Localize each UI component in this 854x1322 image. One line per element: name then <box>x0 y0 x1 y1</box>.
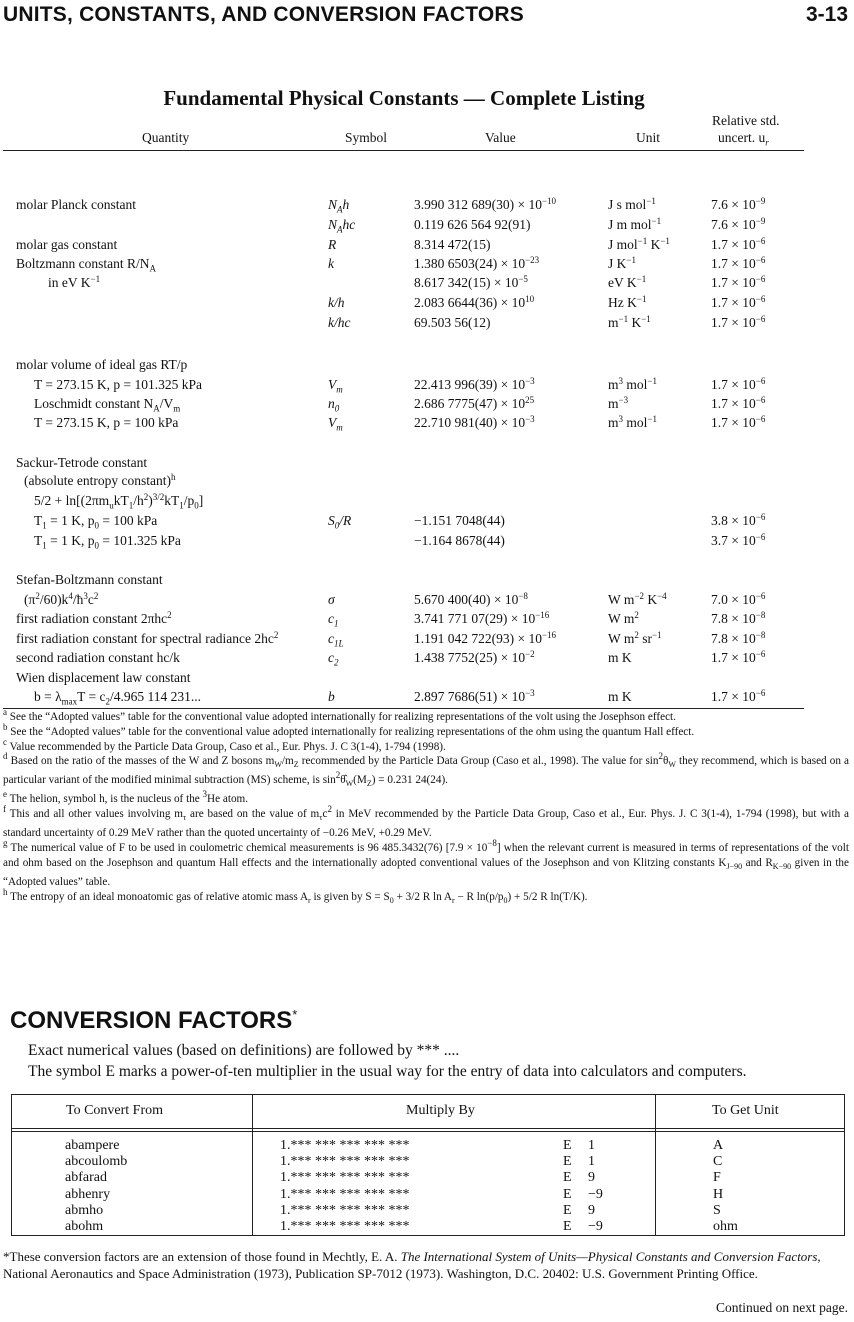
multiplier-value: 1.*** *** *** *** *** <box>280 1138 410 1153</box>
table-row: molar volume of ideal gas RT/p <box>16 357 188 372</box>
target-unit: F <box>713 1170 721 1186</box>
footnote-g: $^g$ The numerical value of F to be used in coulometric chemical measurements is 96 485.3432(76) $[7.9 \times 10^{-8}]$ when the relevant current is measured in terms of representations of the volt and ohm based on the Josephson and quantum Hall effects and the internationally adopted conventional values of the Josephson and von Klitzing constants $K_{J-90}$ and $R_{K-90}$ given in the “Adopted values” table. <box>3 838 849 888</box>
footnotes <box>3 707 850 909</box>
table-row: k/h 2.083 $6644(36) \times 10^{10}$ Hz $K^{-1}$ $1.7 \times 10^{-6}$ <box>328 294 766 310</box>
conversion-intro-symbol-e: The symbol E marks a power-of-ten multiplier in the usual way for the entry of data into calculators and computers. <box>28 1063 747 1080</box>
target-unit: C <box>713 1154 723 1170</box>
power-of-ten-marker: E <box>563 1202 572 1218</box>
table-row <box>12 1186 846 1203</box>
footnote-e: $^e$ The helion, symbol h, is the nucleus of the $^3$He atom. <box>3 789 249 806</box>
conversion-intro-exact: Exact numerical values (based on definitions) are followed by *** .... <box>28 1042 460 1059</box>
multiplier-value: 1.*** *** *** *** *** <box>280 1170 410 1186</box>
conversion-from-unit: abhenry <box>65 1186 111 1202</box>
table-row <box>12 1137 846 1154</box>
table-row: in eV $K^{-1}$ 8.617 $342(15) \times 10^{-5}$ eV $K^{-1}$ $1.7 \times 10^{-6}$ <box>48 274 766 290</box>
running-header-title: UNITS, CONSTANTS, AND CONVERSION FACTORS <box>3 3 524 26</box>
multiplier-value: 1.*** *** *** *** *** <box>280 1154 410 1170</box>
table-row: molar gas constant R 8.314 472(15) J mol$^{-1}$ $K^{-1}$ $1.7 \times 10^{-6}$ <box>16 236 766 252</box>
power-of-ten-exponent: 9 <box>588 1202 595 1218</box>
table-title: Fundamental Physical Constants — Complete Listing <box>163 86 645 110</box>
column-header-value: Value <box>485 130 516 145</box>
table-row: $5/2 + \ln[(2\pi m_ukT_1/h^2)^{3/2}kT_1/p_0]$ <box>34 492 204 511</box>
power-of-ten-exponent: −9 <box>588 1219 603 1234</box>
page-number: 3-13 <box>805 3 848 26</box>
power-of-ten-marker: E <box>563 1219 572 1234</box>
table-row: $T_1 = 1$ K, $p_0 = 101.325$ kPa −1.164 8678(44) $3.7 \times 10^{-6}$ <box>34 532 766 551</box>
table-row: Wien displacement law constant <box>16 670 191 685</box>
conversion-from-unit: abampere <box>65 1138 120 1153</box>
conversion-from-unit: abfarad <box>65 1170 107 1186</box>
column-header-multiply-by: Multiply By <box>406 1103 475 1118</box>
table-row: T = 273.15 K, p = 100 kPa $V_m$ 22.710 $981(40) \times 10^{-3}$ $m^3$ mol$^{-1}$ $1.7 \times 10^{-6}$ <box>34 414 766 433</box>
power-of-ten-exponent: 1 <box>588 1154 595 1170</box>
target-unit: S <box>713 1202 721 1218</box>
table-row <box>12 1202 846 1219</box>
header-rule <box>12 1131 844 1132</box>
power-of-ten-exponent: 1 <box>588 1138 595 1153</box>
table-row: second radiation constant hc/k $c_2$ 1.438 $7752(25) \times 10^{-2}$ m K $1.7 \times 10^{-6}$ <box>16 649 766 668</box>
table-row: Sackur-Tetrode constant <box>16 455 148 470</box>
column-header-relative-uncertainty: Relative std. <box>712 113 780 128</box>
target-unit: H <box>713 1186 724 1202</box>
table-row: $b = \lambda_{max}T = c_2/4.965$ 114 231... b 2.897 $7686(51) \times 10^{-3}$ m K $1.7 \times 10^{-6}$ <box>34 688 766 707</box>
footnote-h: $^h$ The entropy of an ideal monoatomic gas of relative atomic mass $A_r$ is given by $S = S_0 + 3/2$ R $\ln A_r - R$ $\ln(p/p_0) + 5/2$ R ln(T/K). <box>3 886 588 905</box>
footnote-b: $^b$ See the “Adopted values” table for the conventional value adopted internationally for realizing representations of the ohm using the quantum Hall effect. <box>3 721 695 738</box>
table-row: $N_Ahc$ 0.119 626 564 92(91) J m mol$^{-1}$ $7.6 \times 10^{-9}$ <box>328 216 766 235</box>
continued-note: Continued on next page. <box>716 1300 848 1315</box>
table-row: first radiation constant for spectral radiance $2hc^2$ $c_{1L}$ 1.191 042 $722(93) \times 10^{-16}$ W $m^2$ $sr^{-1}$ $7.8 \times 10^{-8}$ <box>16 630 766 649</box>
conversion-from-unit: abohm <box>65 1219 104 1234</box>
table-row: k/hc 69.503 56(12) $m^{-1}$ $K^{-1}$ $1.7 \times 10^{-6}$ <box>328 314 766 330</box>
column-header-to-get-unit: To Get Unit <box>712 1103 779 1118</box>
section-title-conversion-factors: CONVERSION FACTORS* <box>10 1007 298 1034</box>
footnote-a: $^a$ See the “Adopted values” table for the conventional value adopted internationally for realizing representations of the volt using the Josephson effect. <box>3 707 676 723</box>
column-header-convert-from: To Convert From <box>66 1103 164 1118</box>
multiplier-value: 1.*** *** *** *** *** <box>280 1202 410 1218</box>
power-of-ten-marker: E <box>563 1186 572 1202</box>
column-header-quantity: Quantity <box>142 130 190 145</box>
header-rule <box>12 1128 844 1129</box>
column-header-symbol: Symbol <box>345 130 388 145</box>
table-row: T = 273.15 K, p = 101.325 kPa $V_m$ 22.413 $996(39) \times 10^{-3}$ $m^3$ mol$^{-1}$ $1.7 \times 10^{-6}$ <box>34 376 766 395</box>
column-header-uncertainty-symbol: uncert. $u_r$ <box>718 130 769 148</box>
conversion-from-unit: abcoulomb <box>65 1154 128 1170</box>
table-row <box>12 1153 846 1170</box>
footnote-f: $^f$ This and all other values involving $m_\tau$ are based on the value of $m_\tau c^2$ in MeV recommended by the Particle Data Group, Caso et al., Eur. Phys. J. C 3(1-4), 1-794 (1998), but with a standard uncertainty of 0.29 MeV rather than the quoted uncertainty of −0.26 MeV, +0.29 MeV. <box>3 804 850 840</box>
power-of-ten-exponent: −9 <box>588 1186 603 1202</box>
column-header-unit: Unit <box>636 130 661 145</box>
footnote-c: $^c$ Value recommended by the Particle Data Group, Caso et al., Eur. Phys. J. C 3(1-4), 1-794 (1998). <box>3 736 446 753</box>
table-row: Stefan-Boltzmann constant <box>16 572 163 587</box>
table-row: Loschmidt constant $N_A/V_m$ $n_0$ 2.686 $7775(47) \times 10^{25}$ $m^{-3}$ $1.7 \times 10^{-6}$ <box>34 395 766 414</box>
conversion-from-unit: abmho <box>65 1202 104 1218</box>
footnote-d: $^d$ Based on the ratio of the masses of the W and Z bosons $m_W/m_Z$ recommended by the Particle Data Group (Caso et al., 1998). The value for $\sin^2\theta_W$ they recommend, which is based on a particular variant of the modified minimal subtraction (MS) scheme, is $\sin^2\thetâ_W(M_Z) = 0.231$ 24(24). <box>3 751 850 789</box>
table-row <box>12 1218 846 1235</box>
table-row <box>12 1169 846 1186</box>
conversion-table <box>11 1094 845 1236</box>
multiplier-value: 1.*** *** *** *** *** <box>280 1219 410 1234</box>
power-of-ten-marker: E <box>563 1138 572 1153</box>
target-unit: ohm <box>713 1219 738 1234</box>
footnote-rule <box>3 708 804 709</box>
table-row: first radiation constant 2πhc$^2$ $c_1$ 3.741 771 $07(29) \times 10^{-16}$ W $m^2$ $7.8 \times 10^{-8}$ <box>16 610 766 629</box>
table-row: $T_1 = 1$ K, $p_0 = 100$ kPa $S_0/R$ −1.151 7048(44) $3.8 \times 10^{-6}$ <box>34 512 766 531</box>
table-row: Boltzmann constant $R/N_A$ k 1.380 $6503(24) \times 10^{-23}$ J $K^{-1}$ $1.7 \times 10^{-6}$ <box>16 255 766 274</box>
conversion-footnote: *These conversion factors are an extension of those found in Mechtly, E. A. The International System of Units—Physical Constants and Conversion Factors, National Aeronautics and Space Administration (1973), Publication SP-7012 (1973). Washington, D.C. 20402: U.S. Government Printing Office. <box>3 1249 821 1281</box>
target-unit: A <box>713 1138 724 1153</box>
table-row: molar Planck constant $N_Ah$ 3.990 312 $689(30) \times 10^{-10}$ J s mol$^{-1}$ $7.6 \times 10^{-9}$ <box>16 196 766 215</box>
table-row: (absolute entropy constant)$^h$ <box>24 472 176 488</box>
table-row: $(\pi^2/60)k^4/ħ^3c^2$ σ 5.670 $400(40) \times 10^{-8}$ W $m^{-2}$ $K^{-4}$ $7.0 \times 10^{-6}$ <box>24 591 766 607</box>
power-of-ten-marker: E <box>563 1170 572 1186</box>
multiplier-value: 1.*** *** *** *** *** <box>280 1186 410 1202</box>
power-of-ten-exponent: 9 <box>588 1170 595 1186</box>
power-of-ten-marker: E <box>563 1154 572 1170</box>
header-rule <box>3 150 804 151</box>
